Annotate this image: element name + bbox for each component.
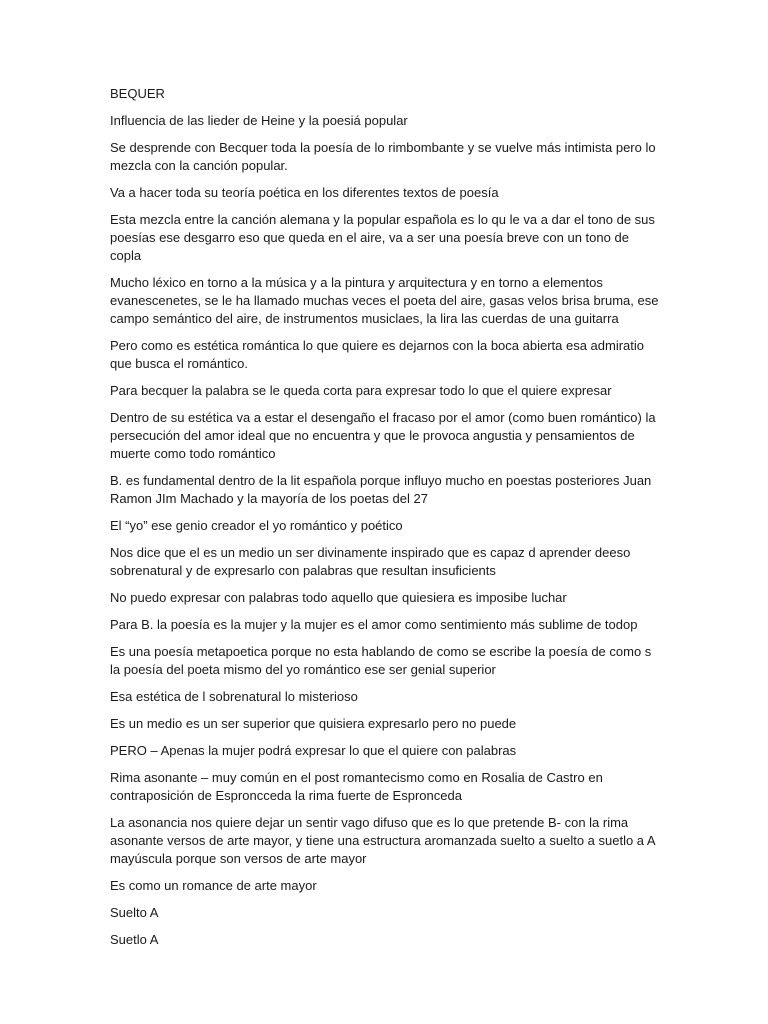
paragraph: Esa estética de l sobrenatural lo misterioso [110,689,358,704]
paragraph: Suetlo A [110,932,159,947]
paragraph: Va a hacer toda su teoría poética en los diferentes textos de poesía [110,185,499,200]
paragraph: B. es fundamental dentro de la lit española porque influyo mucho en poestas posteriores Juan Ramon JIm Machado y la mayoría de los poetas del 27 [110,473,652,506]
paragraph: Es una poesía metapoetica porque no esta hablando de como se escribe la poesía de como s la poesía del poeta mismo del yo romántico ese ser genial superior [110,644,652,677]
paragraph: Dentro de su estética va a estar el desengaño el fracaso por el amor (como buen romántico) la persecución del amor ideal que no encuentra y que le provoca angustia y pensamientos de muerte como todo romántico [110,410,656,461]
paragraph: Pero como es estética romántica lo que quiere es dejarnos con la boca abierta esa admiratio que busca el romántico. [110,338,645,371]
paragraph: Esta mezcla entre la canción alemana y la popular española es lo qu le va a dar el tono de sus poesías ese desgarro eso que queda en el aire, va a ser una poesía breve con un tono de copla [110,212,655,263]
paragraph: Es un medio es un ser superior que quisiera expresarlo pero no puede [110,716,517,731]
document-body [110,85,660,958]
paragraph: Para B. la poesía es la mujer y la mujer es el amor como sentimiento más sublime de todop [110,617,638,632]
paragraph: La asonancia nos quiere dejar un sentir vago difuso que es lo que pretende B- con la rima asonante versos de arte mayor, y tiene una estructura aromanzada suelto a suelto a suetlo a A mayúscula porque son versos de arte mayor [110,815,655,866]
paragraph: Nos dice que el es un medio un ser divinamente inspirado que es capaz d aprender deeso sobrenatural y de expresarlo con palabras que resultan insuficients [110,545,631,578]
paragraph: Influencia de las lieder de Heine y la poesiá popular [110,113,408,128]
paragraph: No puedo expresar con palabras todo aquello que quiesiera es imposibe luchar [110,590,567,605]
paragraph: Rima asonante – muy común en el post romantecismo como en Rosalia de Castro en contraposición de Esproncceda la rima fuerte de Espronceda [110,770,603,803]
paragraph: El “yo” ese genio creador el yo romántico y poético [110,518,403,533]
paragraph: PERO – Apenas la mujer podrá expresar lo que el quiere con palabras [110,743,517,758]
paragraph: Es como un romance de arte mayor [110,878,317,893]
paragraph: Se desprende con Becquer toda la poesía de lo rimbombante y se vuelve más intimista pero lo mezcla con la canción popular. [110,140,656,173]
document-title: BEQUER [110,86,165,101]
paragraph: Mucho léxico en torno a la música y a la pintura y arquitectura y en torno a elementos evanescenetes, se le ha llamado muchas veces el poeta del aire, gasas velos brisa bruma, ese campo semántico del aire, de instrumentos musiclaes, la lira las cuerdas de una guitarra [110,275,659,326]
paragraph: Para becquer la palabra se le queda corta para expresar todo lo que el quiere expresar [110,383,612,398]
paragraph: Suelto A [110,905,159,920]
